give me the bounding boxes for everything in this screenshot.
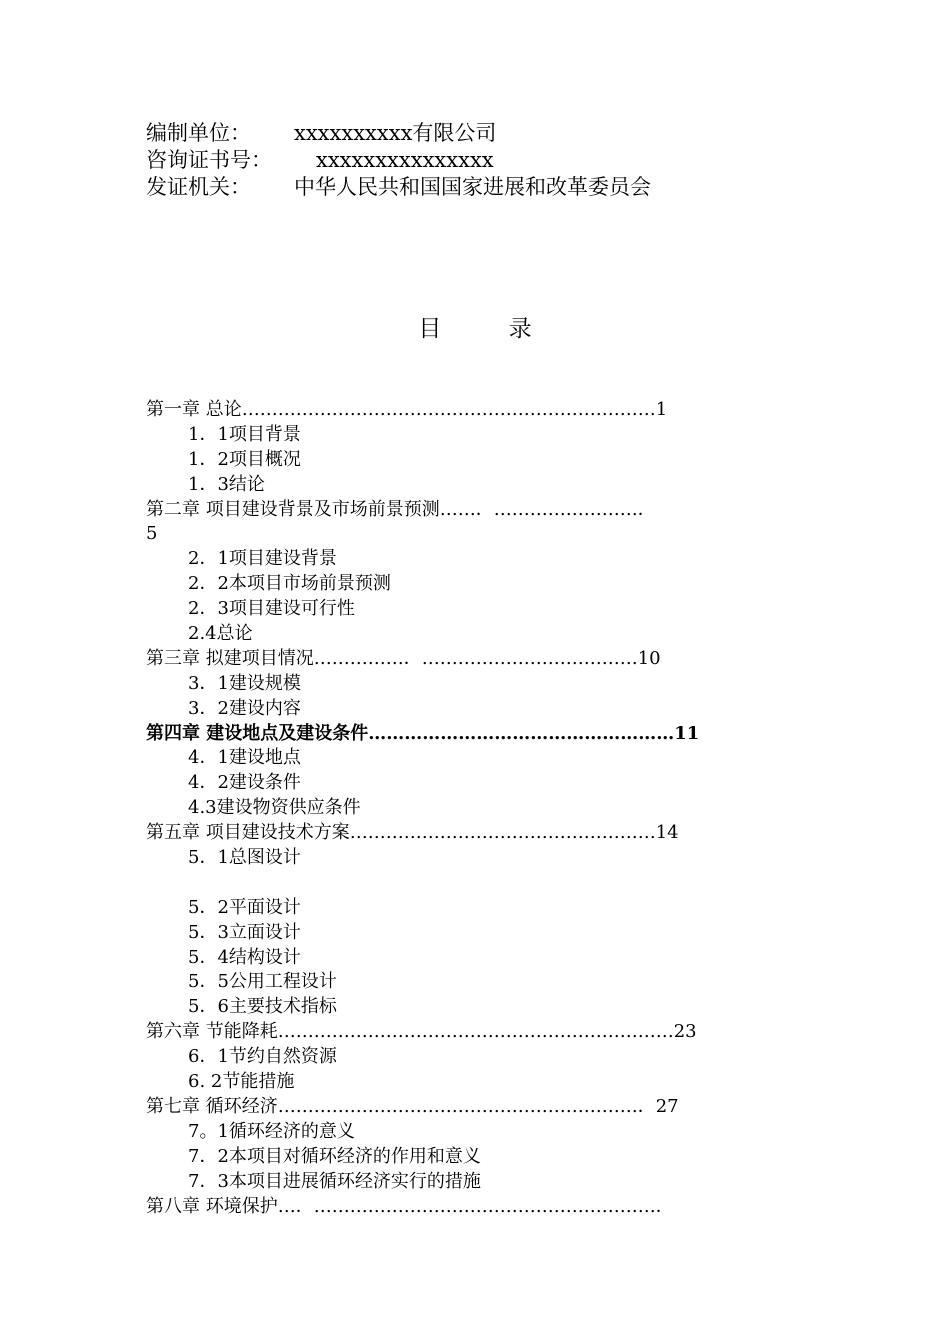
- toc-section-line: 5．4结构设计: [188, 946, 301, 968]
- toc-section-line: 4．2建设条件: [188, 772, 301, 794]
- certificate-value: xxxxxxxxxxxxxxx: [316, 148, 494, 172]
- toc-title: 目 录: [418, 316, 562, 342]
- table-of-contents: [146, 398, 826, 1219]
- toc-chapter-line: 第三章 拟建项目情况……………．………………………………10: [146, 647, 661, 669]
- toc-blank-line: [146, 871, 826, 896]
- toc-section-line: 1．1项目背景: [188, 423, 301, 445]
- toc-chapter-line: 第五章 项目建设技术方案……………………………………………14: [146, 822, 679, 844]
- toc-section-line: 6．1节约自然资源: [188, 1046, 337, 1068]
- toc-section-line: 7。1循环经济的意义: [188, 1120, 355, 1142]
- toc-section-line: 2．1项目建设背景: [188, 548, 337, 570]
- toc-section-line: 6. 2节能措施: [188, 1071, 295, 1093]
- issuing-authority-value: 中华人民共和国国家进展和改革委员会: [294, 175, 651, 199]
- toc-section-line: 2．2本项目市场前景预测: [188, 573, 391, 595]
- toc-section-line: 5．1总图设计: [188, 847, 301, 869]
- toc-section-line: 3．1建设规模: [188, 672, 301, 694]
- toc-section-line: 5．2平面设计: [188, 896, 301, 918]
- compiling-unit-label: 编制单位：: [146, 121, 251, 145]
- toc-chapter-line: 第八章 环境保护…．…………………………………………………．: [146, 1195, 674, 1217]
- toc-chapter-line: 第二章 项目建设背景及市场前景预测……．……………………．: [146, 498, 656, 520]
- toc-section-line: 1．3结论: [188, 473, 265, 495]
- compiling-unit-value: xxxxxxxxxx有限公司: [294, 121, 497, 145]
- toc-section-line: 5．6主要技术指标: [188, 996, 337, 1018]
- toc-section-line: 5．5公用工程设计: [188, 971, 337, 993]
- toc-chapter-line: 第六章 节能降耗…………………………………………………………23: [146, 1021, 697, 1043]
- toc-chapter-line: 第四章 建设地点及建设条件……………………………………………11: [146, 722, 700, 744]
- toc-section-line: 5．3立面设计: [188, 921, 301, 943]
- toc-chapter-line: 第一章 总论……………………………………………………………1: [146, 399, 668, 420]
- toc-section-line: 4．1建设地点: [188, 747, 301, 769]
- certificate-label: 咨询证书号：: [146, 148, 272, 172]
- toc-section-line: 4.3建设物资供应条件: [188, 797, 361, 819]
- issuing-authority-label: 发证机关：: [146, 175, 251, 199]
- toc-section-line: 2.4总论: [188, 623, 253, 645]
- toc-section-line: 3．2建设内容: [188, 697, 301, 719]
- toc-section-line: 7．2本项目对循环经济的作用和意义: [188, 1145, 481, 1167]
- toc-section-line: 7．3本项目进展循环经济实行的措施: [188, 1170, 481, 1192]
- toc-page-number: 5: [146, 523, 158, 545]
- toc-section-line: 1．2项目概况: [188, 448, 301, 470]
- toc-section-line: 2．3项目建设可行性: [188, 598, 355, 620]
- toc-chapter-line: 第七章 循环经济……………………………………………………．27: [146, 1095, 679, 1117]
